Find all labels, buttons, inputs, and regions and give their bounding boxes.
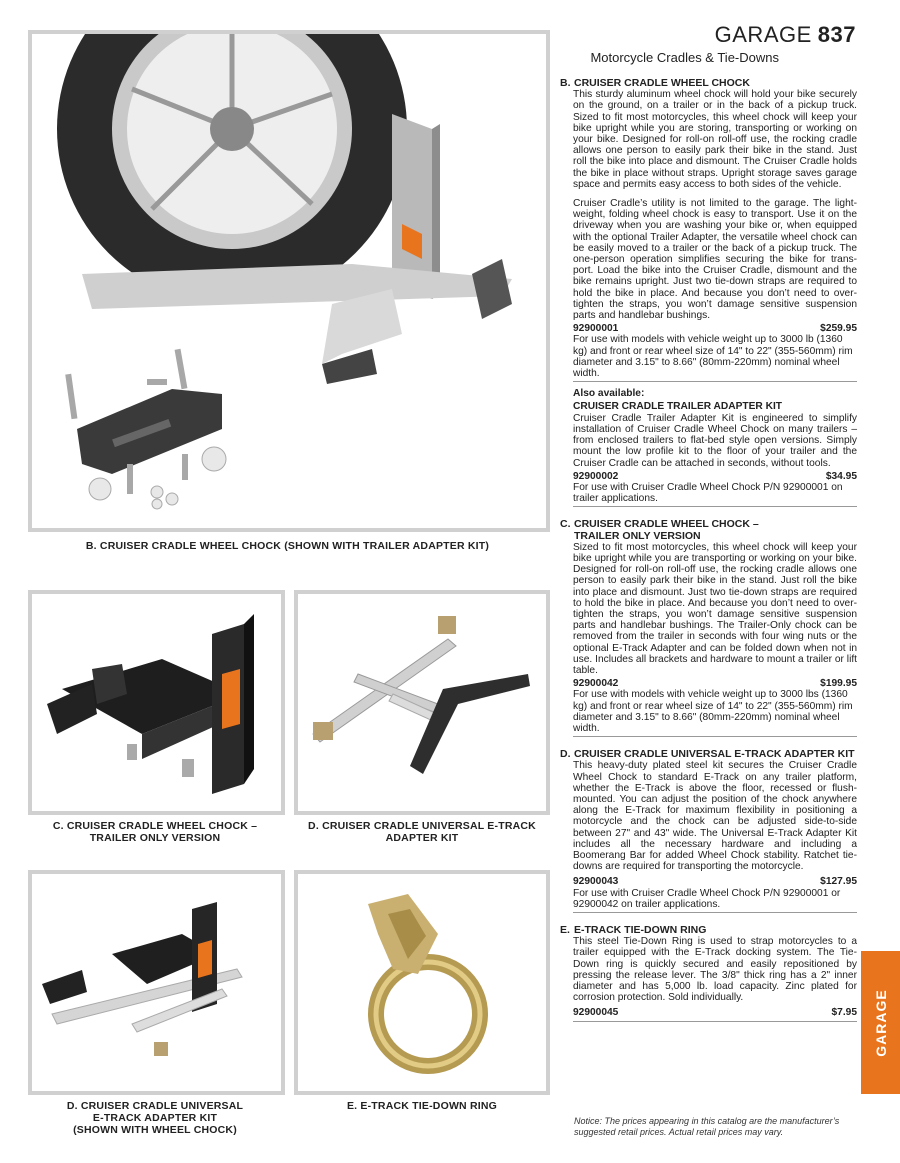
section-c-price-row [573,678,857,689]
caption-b: B. CRUISER CRADLE WHEEL CHOCK (SHOWN WITH TRAILER ADAPTER KIT) [85,540,490,552]
section-d-price: $127.95 [820,876,857,888]
section-d-title [560,749,857,760]
garage-side-tab-label: GARAGE [872,988,889,1057]
section-b-paragraph-2: Cruiser Cradle’s utility is not limited to the garage. The light-weight, folding wheel chock is easy to transport. Use it on the driveway when you are washing your bike or, when equipped with the optional Trailer Adapter, the versatile wheel chock can be easily moved to a trailer or the back of a pickup truck. The one-person operation simplifies securing the bike for trans-port. Load the bike into the Cruiser Cradle, dismount and the bike remains upright. Just two tie-down straps are required to hold the bike in place. And because you don’t need to over-tighten the straps, you won’t damage sensitive suspension parts and handlebar bushings. [573,198,857,322]
section-b-price-row [573,323,857,334]
section-e-price: $7.95 [831,1007,857,1019]
trailer-adapter-part-number: 92900002 [573,470,619,482]
page-number: 837 [817,22,856,47]
caption-d-line1: D. CRUISER CRADLE UNIVERSAL E-TRACK [308,820,536,832]
section-b-fitment: For use with models with vehicle weight up to 3000 lb (1360 kg) and front or rear wheel size of 14" to 22" (355-560mm) rim diameter and 3.15" to 8.66" (80mm-220mm) nominal wheel width. [573,334,853,380]
page-subtitle: Motorcycle Cradles & Tie-Downs [590,50,779,65]
garage-side-tab[interactable] [861,951,900,1094]
caption-d2-line3: (SHOWN WITH WHEEL CHOCK) [73,1124,237,1136]
section-e-part-number: 92900045 [573,1007,619,1019]
caption-d2-line2: E-TRACK ADAPTER KIT [92,1112,218,1124]
section-d-letter: D. [560,748,571,761]
wheel-chock-photo [32,34,546,528]
caption-d2 [30,1100,280,1136]
section-c-price: $199.95 [820,678,857,690]
image-frame-b [28,30,550,532]
section-e-letter: E. [560,924,570,937]
divider [573,1021,857,1022]
chock-with-adapter-photo [32,874,281,1091]
caption-c [30,820,280,844]
section-c-description: Sized to fit most motorcycles, this wheel chock will keep your bike upright while you are transporting or working on your bike. Designed for roll-on roll-off use, the rocking cradle allows one person to easily park their bike in the stand. Just roll the bike into place and dismount. Just two tie-down straps are required to hold the bike in place. And because you don’t need to over-tighten the straps, you won’t damage sensitive suspension parts and handlebar bushings. The Trailer-Only chock can be removed from the trailer in seconds with four wing nuts or the optional E-Track Adapter and can be folded down when not in use. Includes all brackets and hardware to mount a trailer or lift table. [573,541,857,676]
section-c-name-line1: CRUISER CRADLE WHEEL CHOCK – [574,518,759,531]
section-d-fitment: For use with Cruiser Cradle Wheel Chock P/N 92900001 or 92900042 on trailer applications. [573,887,841,910]
section-e-name: E-TRACK TIE-DOWN RING [574,924,707,937]
section-b-part-number: 92900001 [573,323,619,335]
trailer-adapter-price: $34.95 [825,470,857,482]
etrack-adapter-photo [298,594,546,811]
trailer-only-chock-photo [32,594,281,811]
caption-d2-line1: D. CRUISER CRADLE UNIVERSAL [66,1100,244,1112]
section-b-price: $259.95 [820,323,857,335]
tie-down-ring-photo [298,874,546,1091]
section-d-part-number: 92900043 [573,876,619,888]
trailer-adapter-price-row [573,471,857,482]
section-e-title [560,925,857,936]
section-e-price-row [573,1007,857,1018]
price-notice: Notice: The prices appearing in this catalog are the manufacturer’s suggested retail prices. Actual retail prices may vary. [574,1116,840,1137]
section-c-letter: C. [560,518,571,531]
trailer-adapter-fitment: For use with Cruiser Cradle Wheel Chock P/N 92900001 on trailer applications. [573,481,843,505]
divider [573,381,857,382]
caption-d-line2: ADAPTER KIT [385,832,459,844]
divider [573,506,857,507]
image-frame-d [294,590,550,815]
caption-d [296,820,548,844]
image-frame-e [294,870,550,1095]
section-b-name: CRUISER CRADLE WHEEL CHOCK [574,77,750,89]
section-b-title [560,78,857,89]
caption-e: E. E-TRACK TIE-DOWN RING [346,1100,498,1112]
trailer-adapter-description: Cruiser Cradle Trailer Adapter Kit is engineered to simplify installation of Cruiser Cradle Wheel Chock on many trailers – from enclosed trailers to flat-bed style open versions. Simply mount the low profile kit to the floor of your trailer and the Cruiser Cradle can be attached in seconds, without tools. [573,412,857,469]
section-d-name: CRUISER CRADLE UNIVERSAL E-TRACK ADAPTER KIT [574,748,855,761]
section-c-part-number: 92900042 [573,678,619,690]
trailer-adapter-title: CRUISER CRADLE TRAILER ADAPTER KIT [573,401,783,413]
section-d-description: This heavy-duty plated steel kit secures the Cruiser Cradle Wheel Chock to standard E-Track on any trailer platform, whether the E-Track is above the floor, recessed or flush-mounted. You can adjust the position of the chock anywhere along the E-Track for maximum flexibility in positioning a motorcycle and the chock can be adjusted side-to-side between 27" and 43" wide. The Universal E-Track Adapter Kit includes all the necessary hardware and including a Boomerang Bar for added Wheel Chock stability. Ratchet tie-downs are required for transporting the motorcycle. [573,760,857,873]
section-c-title [560,519,857,530]
caption-c-line1: C. CRUISER CRADLE WHEEL CHOCK – [52,820,258,832]
description-column [560,78,857,1028]
section-d-price-row [573,876,857,887]
section-name: GARAGE [714,22,812,47]
also-available-label: Also available: [573,388,645,400]
divider [573,736,857,737]
section-c-fitment: For use with models with vehicle weight up to 3000 lbs (1360 kg) and front or rear wheel size of 14" to 22" (355-560mm) rim diameter and 3.15" to 8.66" (80mm-220mm) nominal wheel width. [573,689,853,734]
caption-c-line2: TRAILER ONLY VERSION [89,832,221,844]
section-b-letter: B. [560,77,571,89]
section-e-description: This steel Tie-Down Ring is used to strap motorcycles to a trailer equipped with the E-Track docking system. The Tie-Down ring is quickly secured and easily repositioned by pressing the release lever. The 3/8" thick ring has a 2" inner diameter and has 5,000 lb. load capacity. Zinc plated for corrosion protection. Sold individually. [573,936,857,1004]
image-frame-d2 [28,870,285,1095]
section-b-paragraph-1: This sturdy aluminum wheel chock will hold your bike securely on the ground, on a trailer or in the back of a pickup truck. Sized to fit most motorcycles, this wheel chock will keep your bike upright while you are storing, transporting or working on your bike. Designed for roll-on roll-off use, the rocking cradle allows one person to easily park their bike in the stand. Just roll the bike into place and dismount. The Cruiser Cradle holds the bike in place without straps. Upright storage saves garage space and permits easy access to both sides of the vehicle. [573,89,857,190]
image-frame-c [28,590,285,815]
section-c-title-line2: TRAILER ONLY VERSION [574,529,701,542]
divider [573,912,857,913]
page-header [715,22,856,48]
